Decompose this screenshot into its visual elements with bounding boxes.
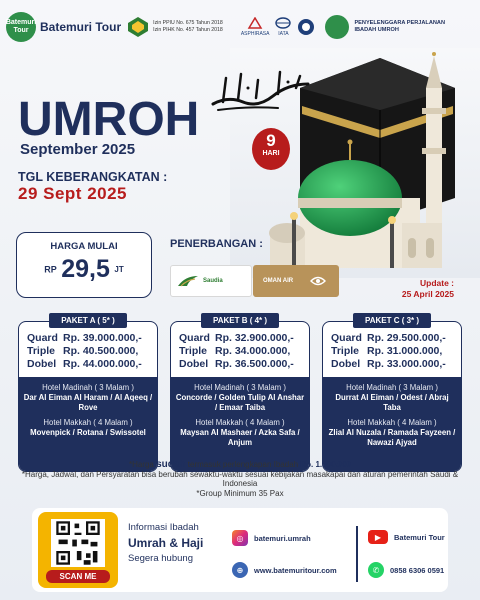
organizer-text: PENYELENGGARA PERJALANAN IBADAH UMROH <box>354 20 445 33</box>
whatsapp-contact[interactable] <box>368 562 444 578</box>
room-price: Rp. 31.000.000, <box>367 345 443 357</box>
package-c <box>322 313 462 472</box>
youtube-contact[interactable] <box>368 530 445 544</box>
brand-name: Batemuri Tour <box>40 20 122 34</box>
madinah-hotels: Concorde / Golden Tulip Al Anshar / Emaar Taiba <box>175 393 305 412</box>
package-prices <box>171 322 309 377</box>
youtube-channel: Batemuri Tour <box>394 532 445 542</box>
package-prices <box>323 322 461 377</box>
price-row-dobel <box>179 358 301 371</box>
room-type: Quard <box>27 332 58 344</box>
airline-oman-name: OMAN AIR <box>263 278 294 284</box>
batemuri-logo-small <box>325 15 349 39</box>
contact-footer <box>32 508 448 592</box>
room-price: Rp. 33.000.000,- <box>367 358 446 370</box>
room-price: Rp. 39.000.000,- <box>63 332 142 344</box>
room-type: Triple <box>179 345 208 357</box>
price-row-quard <box>331 332 453 345</box>
makkah-hotels: Maysan Al Mashaer / Azka Safa / Anjum <box>180 428 300 447</box>
note-group-minimum: *Group Minimum 35 Pax <box>196 488 284 498</box>
header-bar <box>6 10 474 44</box>
package-hotels <box>171 377 309 471</box>
note-changes: *Harga, Jadwal, dan Persyaratan bisa berubah sewaktu-waktu sesuai kebijakan masakapai dan aturan pemerintah Saudi & Indonesia <box>21 469 459 488</box>
airline-oman-air <box>253 265 339 297</box>
scan-me-label: SCAN ME <box>46 570 110 583</box>
duration-unit: HARI <box>262 150 280 157</box>
package-b <box>170 313 310 472</box>
note-text: *Harga <box>128 460 154 469</box>
license-pihk: Izin PIHK No. 457 Tahun 2018 <box>153 27 223 33</box>
room-type: Triple <box>331 345 360 357</box>
price-row-triple <box>331 345 453 358</box>
package-title: PAKET A ( 5* ) <box>49 313 127 328</box>
airline-saudia <box>170 265 252 297</box>
price-row-quard <box>179 332 301 345</box>
oman-air-logo-icon <box>309 273 327 289</box>
emblem-icon <box>297 18 315 36</box>
package-a <box>18 313 158 472</box>
update-info <box>402 278 454 300</box>
makkah-hotels: Movenpick / Rotana / Swissotel <box>30 428 146 437</box>
madinah-label: Hotel Madinah ( 3 Malam ) <box>194 383 286 392</box>
package-box <box>322 321 462 472</box>
info-block <box>128 522 203 564</box>
update-date: 25 April 2025 <box>401 289 454 299</box>
license-text <box>153 20 223 34</box>
makkah-hotels: Zlial Al Nuzala / Ramada Fayzeen / Nawazi Ajyad <box>328 428 456 447</box>
room-price: Rp. 32.900.000,- <box>215 332 294 344</box>
duration-badge <box>252 128 290 170</box>
info-main: Umrah & Haji <box>128 536 204 550</box>
package-box <box>170 321 310 472</box>
info-sub: Segera hubung <box>128 553 193 564</box>
departure-date-label: TGL KEBERANGKATAN : <box>18 170 168 184</box>
note-included <box>10 460 470 470</box>
room-type: Dobel <box>179 358 209 370</box>
kemenag-logo-icon <box>127 16 149 38</box>
note-amount: Rp. 1.500.000 <box>300 460 352 469</box>
iata-icon <box>275 17 291 29</box>
madinah-label: Hotel Madinah ( 3 Malam ) <box>42 383 134 392</box>
website-url: www.batemuritour.com <box>254 565 337 575</box>
globe-icon: ⊕ <box>232 562 248 578</box>
batemuri-logo: Batemuri Tour <box>6 12 36 42</box>
page-title: UMROH <box>18 93 200 146</box>
saudia-logo-icon <box>177 274 199 288</box>
instagram-icon: ◎ <box>232 530 248 546</box>
room-price: Rp. 44.000.000,- <box>63 358 142 370</box>
whatsapp-number: 0858 6306 0591 <box>390 565 445 575</box>
whatsapp-icon: ✆ <box>368 562 384 578</box>
price-amount: 29,5 <box>61 255 110 283</box>
starting-price-value <box>17 255 151 284</box>
flights-label: PENERBANGAN : <box>170 238 263 250</box>
asphirasa-label: ASPHIRASA <box>240 31 270 37</box>
room-type: Dobel <box>331 358 361 370</box>
room-type: Quard <box>179 332 210 344</box>
room-type: Dobel <box>27 358 57 370</box>
labbaik-calligraphy-icon <box>208 66 318 114</box>
note-text: termasuk perlengkapan Ibadah <box>187 460 299 469</box>
package-title: PAKET C ( 3* ) <box>353 313 431 328</box>
room-price: Rp. 34.000.000, <box>215 345 291 357</box>
terms-notes <box>10 460 470 498</box>
price-row-quard <box>27 332 149 345</box>
starting-price-box <box>16 232 152 298</box>
madinah-label: Hotel Madinah ( 3 Malam ) <box>346 383 438 392</box>
starting-price-label: HARGA MULAI <box>50 241 118 252</box>
price-row-dobel <box>331 358 453 371</box>
makkah-label: Hotel Makkah ( 4 Malam ) <box>43 418 133 427</box>
room-type: Triple <box>27 345 56 357</box>
qr-code-icon <box>51 519 105 567</box>
iata-label: IATA <box>278 31 289 37</box>
makkah-label: Hotel Makkah ( 4 Malam ) <box>195 418 285 427</box>
youtube-icon: ▶ <box>368 530 388 544</box>
package-hotels <box>323 377 461 471</box>
package-prices <box>19 322 157 377</box>
update-label: Update : <box>420 278 454 288</box>
price-row-triple <box>179 345 301 358</box>
instagram-contact[interactable] <box>232 530 311 546</box>
departure-month: September 2025 <box>20 141 136 158</box>
qr-code-card[interactable] <box>38 512 118 588</box>
website-contact[interactable] <box>232 562 337 578</box>
airline-saudia-name: Saudia <box>203 278 223 284</box>
madinah-hotels: Dar Al Eiman Al Haram / Al Aqeeq / Rove <box>23 393 153 412</box>
asphirasa-logo <box>241 17 270 37</box>
iata-logo <box>275 17 291 37</box>
info-label: Informasi Ibadah <box>128 522 199 533</box>
room-price: Rp. 36.500.000,- <box>215 358 294 370</box>
license-ppiu: Izin PPIU No. 675 Tahun 2018 <box>153 20 223 26</box>
package-box <box>18 321 158 472</box>
footer-divider <box>356 526 358 582</box>
package-hotels <box>19 377 157 471</box>
duration-days: 9 <box>266 131 276 150</box>
asphirasa-icon <box>247 17 263 29</box>
room-type: Quard <box>331 332 362 344</box>
room-price: Rp. 40.500.000, <box>63 345 139 357</box>
price-row-dobel <box>27 358 149 371</box>
partner-logos <box>241 17 316 37</box>
instagram-handle: batemuri.umrah <box>254 533 311 543</box>
madinah-hotels: Durrat Al Eiman / Odest / Abraj Taba <box>335 393 449 412</box>
price-row-triple <box>27 345 149 358</box>
room-price: Rp. 29.500.000,- <box>367 332 446 344</box>
price-currency: RP <box>44 264 57 275</box>
makkah-label: Hotel Makkah ( 4 Malam ) <box>347 418 437 427</box>
price-unit: JT <box>114 265 124 274</box>
departure-date: 29 Sept 2025 <box>18 184 128 203</box>
package-title: PAKET B ( 4* ) <box>201 313 279 328</box>
note-emphasis: sudah <box>156 459 186 470</box>
